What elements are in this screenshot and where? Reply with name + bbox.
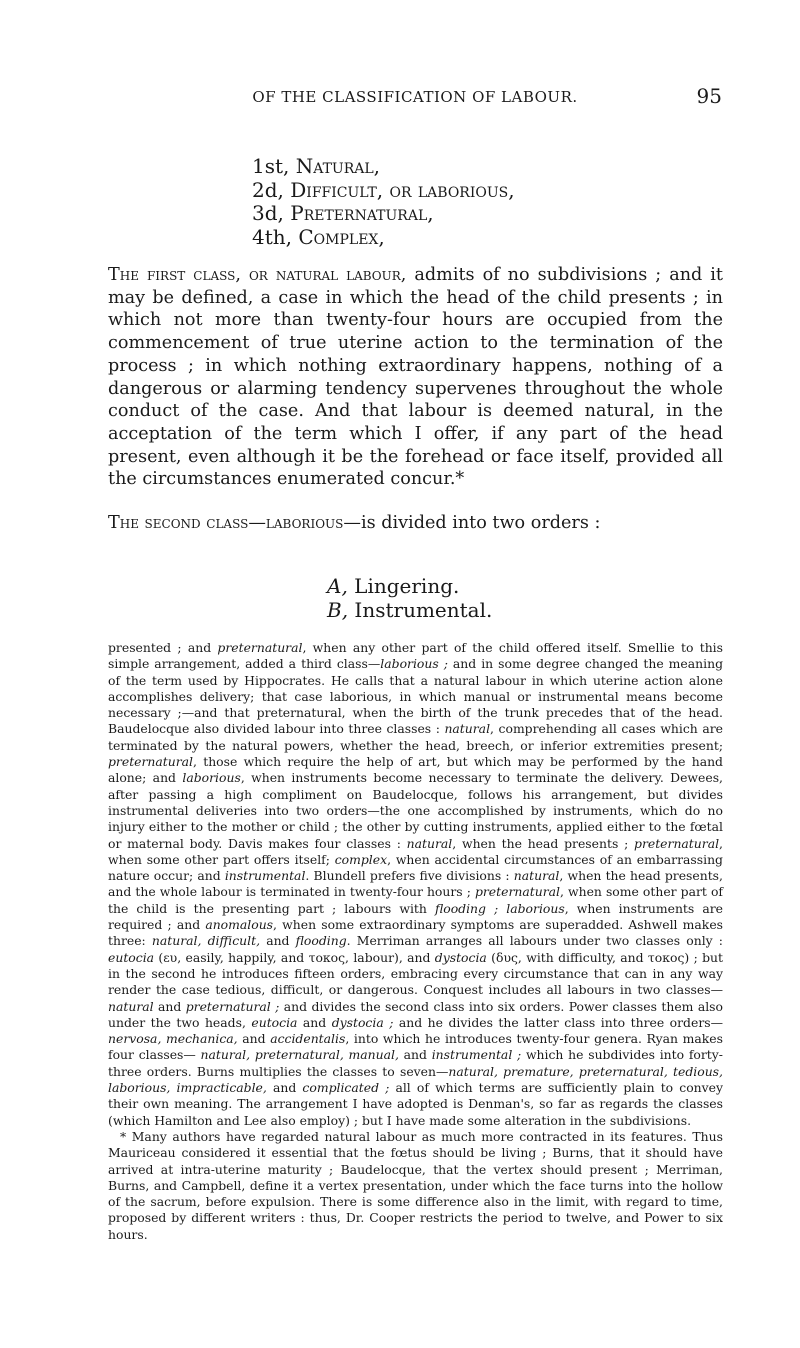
class-name: Preternatural,: [290, 201, 434, 225]
page-number: 95: [696, 84, 722, 108]
first-class-text: admits of no subdivisions ; and it may be defined, a case in which the head of the child presents ; in which not more than twenty-four hours are occupied from the commencement of true uterine action to the termination of the process ; in which nothing extraordinary happens, nothing of a dangerous or alarming tendency supervenes throughout the whole conduct of the case. And that labour is deemed natural, in the acceptation of the term which I offer, if any part of the head present, even although it be the forehead or face itself, provided all the circumstances enumerated concur.*: [108, 265, 724, 490]
first-class-paragraph: [108, 264, 723, 491]
first-class-lead: The first class,: [108, 265, 241, 285]
labour-classes-list: [252, 155, 515, 249]
order-item: [327, 598, 492, 622]
class-name: Difficult,: [290, 177, 384, 202]
order-letter: B,: [327, 598, 349, 622]
second-class-paragraph: [108, 512, 723, 535]
order-name: Lingering.: [354, 574, 460, 598]
class-ordinal: 2d,: [252, 177, 284, 202]
class-item: [252, 202, 515, 226]
page-header: [108, 84, 722, 112]
class-ordinal: 3d,: [252, 201, 284, 225]
main-text: [108, 264, 723, 535]
second-class-lead: The second class: [108, 513, 249, 534]
class-name: Complex,: [298, 224, 385, 249]
orders-list: [327, 574, 492, 622]
order-letter: A,: [327, 574, 348, 598]
footnotes: [108, 640, 723, 1243]
footnote-continued: presented ; and preternatural, when any other part of the child offered itself. Smellie to this simple arrangement, added a third class—laborious ; and in some degree changed the meaning of the term used by Hippocrates. He calls that a natural labour in which uterine action alone accomplishes delivery; that case laborious, in which manual or instrumental means become necessary ;—and that preternatural, when the birth of the trunk precedes that of the head. Baudelocque also divided labour into three classes : natural, comprehending all cases which are terminated by the natural powers, whether the head, breech, or inferior extremities present; preternatural, those which require the help of art, but which may be performed by the hand alone; and laborious, when instruments become necessary to terminate the delivery. Dewees, after passing a high compliment on Baudelocque, follows his arrangement, but divides instrumental deliveries into two orders—the one accomplished by instruments, which do no injury either to the mother or child ; the other by cutting instruments, applied either to the fœtal or maternal body. Davis makes four classes : natural, when the head presents ; preternatural, when some other part offers itself; complex, when accidental circumstances of an embarrassing nature occur; and instrumental. Blundell prefers five divisions : natural, when the head presents, and the whole labour is terminated in twenty-four hours ; preternatural, when some other part of the child is the presenting part ; labours with flooding ; laborious, when instruments are required ; and anomalous, when some extraordinary symptoms are superadded. Ashwell makes three: natural, difficult, and flooding. Merriman arranges all labours under two classes only : eutocia (ευ, easily, happily, and τοκος, labour), and dystocia (δυς, with difficulty, and τοκος) ; but in the second he introduces fifteen orders, embracing every circumstance that can in any way render the case tedious, difficult, or dangerous. Conquest includes all labours in two classes—natural and preternatural ; and divides the second class into six orders. Power classes them also under the two heads, eutocia and dystocia ; and he divides the latter class into three orders—nervosa, mechanica, and accidentalis, into which he introduces twenty-four genera. Ryan makes four classes— natural, preternatural, manual, and instrumental ; which he subdivides into forty-three orders. Burns multiplies the classes to seven—natural, premature, preternatural, tedious, laborious, impracticable, and complicated ; all of which terms are sufficiently plain to convey their own meaning. The arrangement I have adopted is Denman's, so far as regards the classes (which Hamilton and Lee also employ) ; but I have made some alteration in the subdivisions.: [108, 640, 724, 1128]
class-item: [252, 179, 515, 203]
order-name: Instrumental.: [354, 598, 493, 622]
running-title: OF THE CLASSIFICATION OF LABOUR.: [252, 88, 578, 106]
class-item: [252, 226, 515, 250]
second-class-text: is divided into two orders :: [360, 513, 601, 534]
class-ordinal: 1st,: [252, 154, 290, 178]
class-name: Natural,: [295, 154, 381, 178]
class-item: [252, 155, 515, 179]
second-class-lead-rest: —laborious—: [248, 513, 361, 534]
first-class-lead-rest: or natural labour,: [248, 265, 407, 285]
class-ordinal: 4th,: [252, 224, 292, 249]
order-item: [327, 574, 492, 598]
class-name-rest: or laborious,: [389, 177, 515, 202]
footnote-star: * Many authors have regarded natural labour as much more contracted in its features. Thus Mauriceau considered it essential that the fœtus should be living ; Burns, that it should have arrived at intra-uterine maturity ; Baudelocque, that the vertex should present ; Merriman, Burns, and Campbell, define it a vertex presentation, under which the face turns into the hollow of the sacrum, before expulsion. There is some difference also in the limit, with regard to time, proposed by different writers : thus, Dr. Cooper restricts the period to twelve, and Power to six hours.: [108, 1128, 723, 1242]
